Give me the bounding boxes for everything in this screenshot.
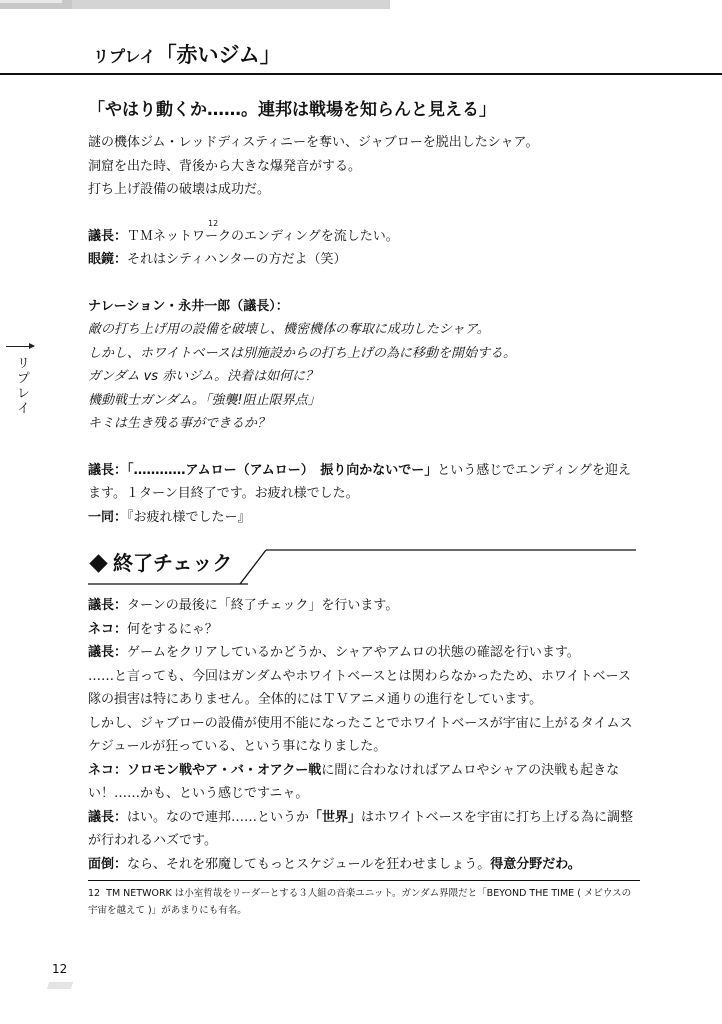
dialog-line: 議長：ＴＭネットワー 12 クのエンディングを流したい。 (88, 218, 399, 244)
top-bar-left (0, 0, 72, 9)
dialog-line: 眼鏡：それはシティハンターの方だよ（笑） (88, 252, 347, 267)
intro-line: 洞窟を出た時、背後から大きな爆発音がする。 (88, 158, 362, 174)
narration-line: 敵の打ち上げ用の設備を破壊し、機密機体の奪取に成功したシャア。 (88, 322, 490, 337)
diamond-icon (89, 554, 107, 572)
chapter-title: リプレイ「赤いジム」 (93, 43, 281, 67)
dialog-line: 議長：ゲームをクリアしているかどうか、シャアやアムロの状態の確認を行います。 (88, 645, 580, 660)
dialog-line: 面倒：なら、それを邪魔してもっとスケジュールを狂わせましょう。得意分野だわ。 (88, 856, 581, 872)
intro-line: 謎の機体ジム・レッドディスティニーを奪い、ジャブローを脱出したシャア。 (88, 135, 539, 150)
narration-line: しかし、ホワイトベースは別施設からの打ち上げの為に移動を開始する。 (88, 345, 516, 361)
section-heading: 「やはり動くか……。連邦は戦場を知らんと見える」 (88, 100, 496, 120)
footnote-number: 12 (88, 888, 101, 899)
dialog-line: 一同：『お疲れ様でしたー』 (88, 509, 251, 525)
footnote-rule (88, 880, 640, 881)
section-header (88, 546, 636, 588)
page-header (0, 33, 722, 77)
dialog-line: 議長：はい。なので連邦……というか「世界」はホワイトベースを宇宙に打ち上げる為に調整が行われるハズです。 (88, 809, 634, 848)
side-arrow-icon (6, 346, 34, 347)
intro-line: 打ち上げ設備の破壊は成功だ。 (88, 182, 271, 197)
narration-speaker: ナレーション・永井一郎（議長）： (88, 298, 289, 314)
footnote (88, 880, 640, 919)
narration-line: キミは生き残る事ができるか？ (88, 416, 271, 431)
dialog-line: ……と言っても、今回はガンダムやホワイトベースとは関わらなかったため、ホワイトベース隊の損害は特にありません。全体的にはＴＶアニメ通りの進行をしています。 (88, 668, 631, 707)
section-title: 終了チェック (113, 551, 233, 575)
dialog-line: ネコ：何をするにゃ？ (88, 621, 218, 637)
page-number-bar (47, 982, 74, 989)
page-number: 12 (52, 962, 68, 976)
narration-line: ガンダム vs 赤いジム。決着は如何に？ (88, 369, 319, 384)
top-bar-right (72, 0, 390, 9)
narration-line: 機動戦士ガンダム。「強襲!阻止限界点」 (88, 392, 321, 408)
footnote-ref: 12 (208, 218, 219, 228)
dialog-line: ネコ：ソロモン戦やア・バ・オアクー戦に間に合わなければアムロやシャアの決戦も起きない！……かも、という感じですニャ。 (88, 762, 620, 801)
side-tab-label: リプレイ (14, 356, 29, 416)
side-tab (6, 338, 36, 418)
header-rule (0, 73, 722, 75)
dialog-line: 議長：ターンの最後に「終了チェック」を行います。 (88, 598, 399, 613)
dialog-line: しかし、ジャブローの設備が使用不能になったことでホワイトベースが宇宙に上がるタイムスケジュールが狂っている、という事になりました。 (88, 715, 633, 754)
footnote-text: TM NETWORK は小室哲哉をリーダーとする３人組の音楽ユニット。ガンダム界隈だと「BEYOND THE TIME ( メビウスの宇宙を越えて )」があまりにも有名。 (88, 888, 632, 916)
dialog-line: 議長：「…………アムロー（アムロー） 振り向かないでー」という感じでエンディングを迎えます。１ターン目終了です。お疲れ様でした。 (88, 462, 631, 501)
main-content (88, 97, 636, 876)
